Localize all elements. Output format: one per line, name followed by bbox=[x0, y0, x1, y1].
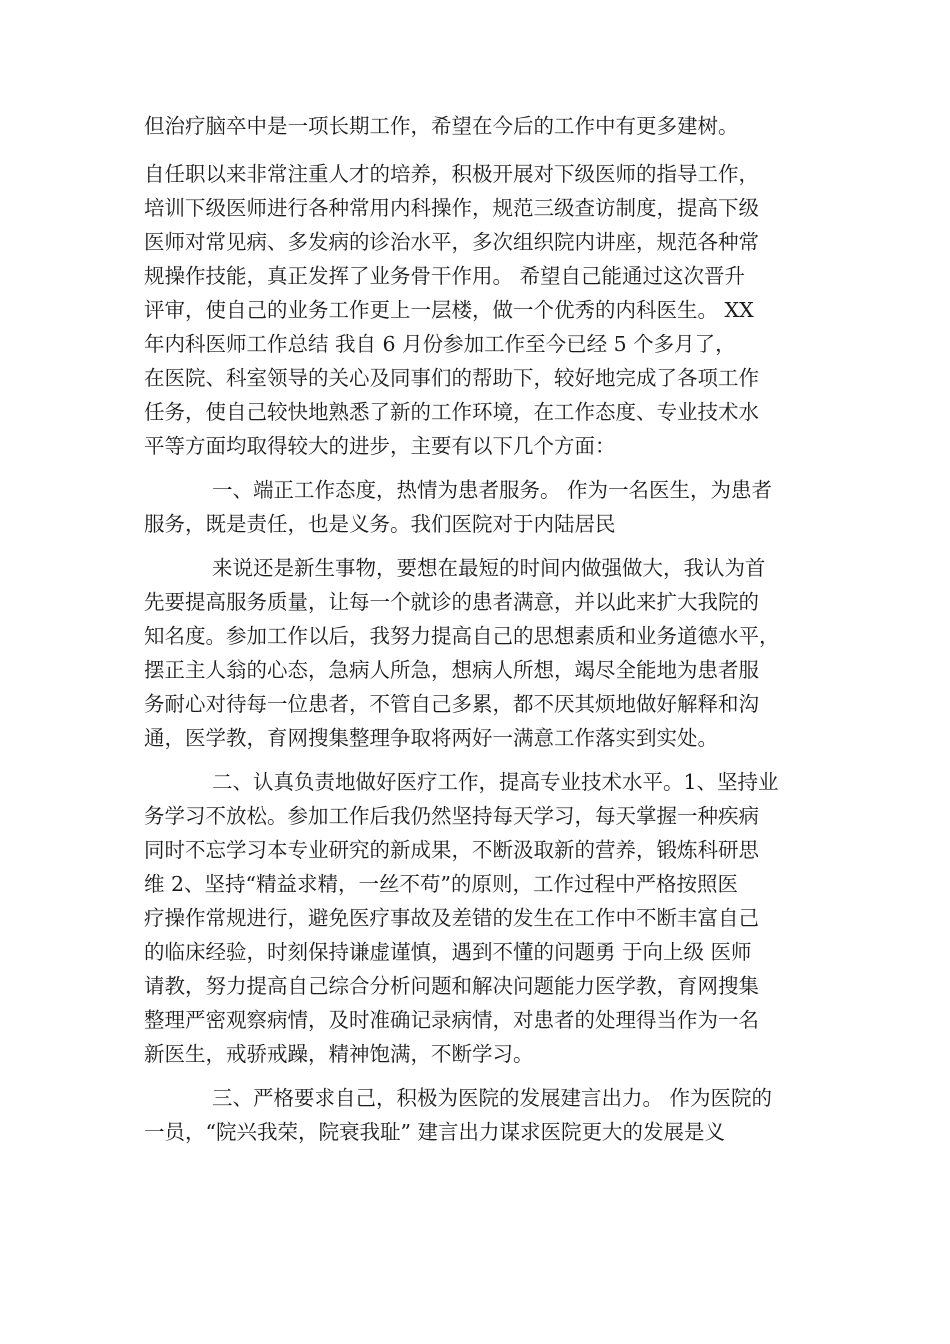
text-line: 评审，使自己的业务工作更上一层楼，做一个优秀的内科医生。 XX bbox=[144, 298, 754, 322]
text-line: 二、认真负责地做好医疗工作，提高专业技术水平。1、坚持业 bbox=[212, 770, 779, 794]
text-line: 培训下级医师进行各种常用内科操作，规范三级查访制度，提高下级 bbox=[144, 196, 759, 220]
text-line: 医师对常见病、多发病的诊治水平，多次组织院内讲座，规范各种常 bbox=[144, 230, 759, 254]
text-line: 摆正主人翁的心态，急病人所急，想病人所想，竭尽全能地为患者服 bbox=[144, 658, 759, 682]
text-line: 先要提高服务质量，让每一个就诊的患者满意，并以此来扩大我院的 bbox=[144, 590, 759, 614]
text-line: 一员，“院兴我荣，院衰我耻” 建言出力谋求医院更大的发展是义 bbox=[144, 1120, 725, 1144]
text-line: 务耐心对待每一位患者，不管自己多累，都不厌其烦地做好解释和沟 bbox=[144, 692, 759, 716]
text-line: 自任职以来非常注重人才的培养，积极开展对下级医师的指导工作， bbox=[144, 162, 759, 186]
text-line: 在医院、科室领导的关心及同事们的帮助下，较好地完成了各项工作 bbox=[144, 366, 759, 390]
text-line: 务学习不放松。参加工作后我仍然坚持每天学习，每天掌握一种疾病 bbox=[144, 804, 759, 828]
text-line: 年内科医师工作总结 我自 6 月份参加工作至今已经 5 个多月了， bbox=[144, 332, 736, 356]
text-line: 同时不忘学习本专业研究的新成果，不断汲取新的营养，锻炼科研思 bbox=[144, 838, 759, 862]
text-line: 整理严密观察病情，及时准确记录病情，对患者的处理得当作为一名 bbox=[144, 1008, 759, 1032]
text-line: 的临床经验，时刻保持谦虚谨慎，遇到不懂的问题勇 于向上级 医师 bbox=[144, 940, 752, 964]
text-line: 一、端正工作态度，热情为患者服务。 作为一名医生，为患者 bbox=[212, 478, 773, 502]
text-line: 但治疗脑卒中是一项长期工作，希望在今后的工作中有更多建树。 bbox=[144, 114, 739, 138]
text-line: 任务，使自己较快地熟悉了新的工作环境，在工作态度、专业技术水 bbox=[144, 400, 759, 424]
text-line: 规操作技能，真正发挥了业务骨干作用。 希望自己能通过这次晋升 bbox=[144, 264, 746, 288]
text-line: 通，医学教，育网搜集整理争取将两好一满意工作落实到实处。 bbox=[144, 726, 718, 750]
text-line: 维 2、坚持“精益求精，一丝不苟”的原则，工作过程中严格按照医 bbox=[144, 872, 739, 896]
text-line: 服务，既是责任，也是义务。我们医院对于内陆居民 bbox=[144, 512, 616, 536]
text-line: 请教，努力提高自己综合分析问题和解决问题能力医学教，育网搜集 bbox=[144, 974, 759, 998]
text-line: 来说还是新生事物，要想在最短的时间内做强做大，我认为首 bbox=[212, 556, 766, 580]
text-line: 三、严格要求自己，积极为医院的发展建言出力。 作为医院的 bbox=[212, 1086, 773, 1110]
text-line: 新医生，戒骄戒躁，精神饱满，不断学习。 bbox=[144, 1042, 534, 1066]
text-line: 知名度。参加工作以后，我努力提高自己的思想素质和业务道德水平， bbox=[144, 624, 780, 648]
text-line: 平等方面均取得较大的进步，主要有以下几个方面： bbox=[144, 434, 616, 458]
text-line: 疗操作常规进行，避免医疗事故及差错的发生在工作中不断丰富自己 bbox=[144, 906, 759, 930]
